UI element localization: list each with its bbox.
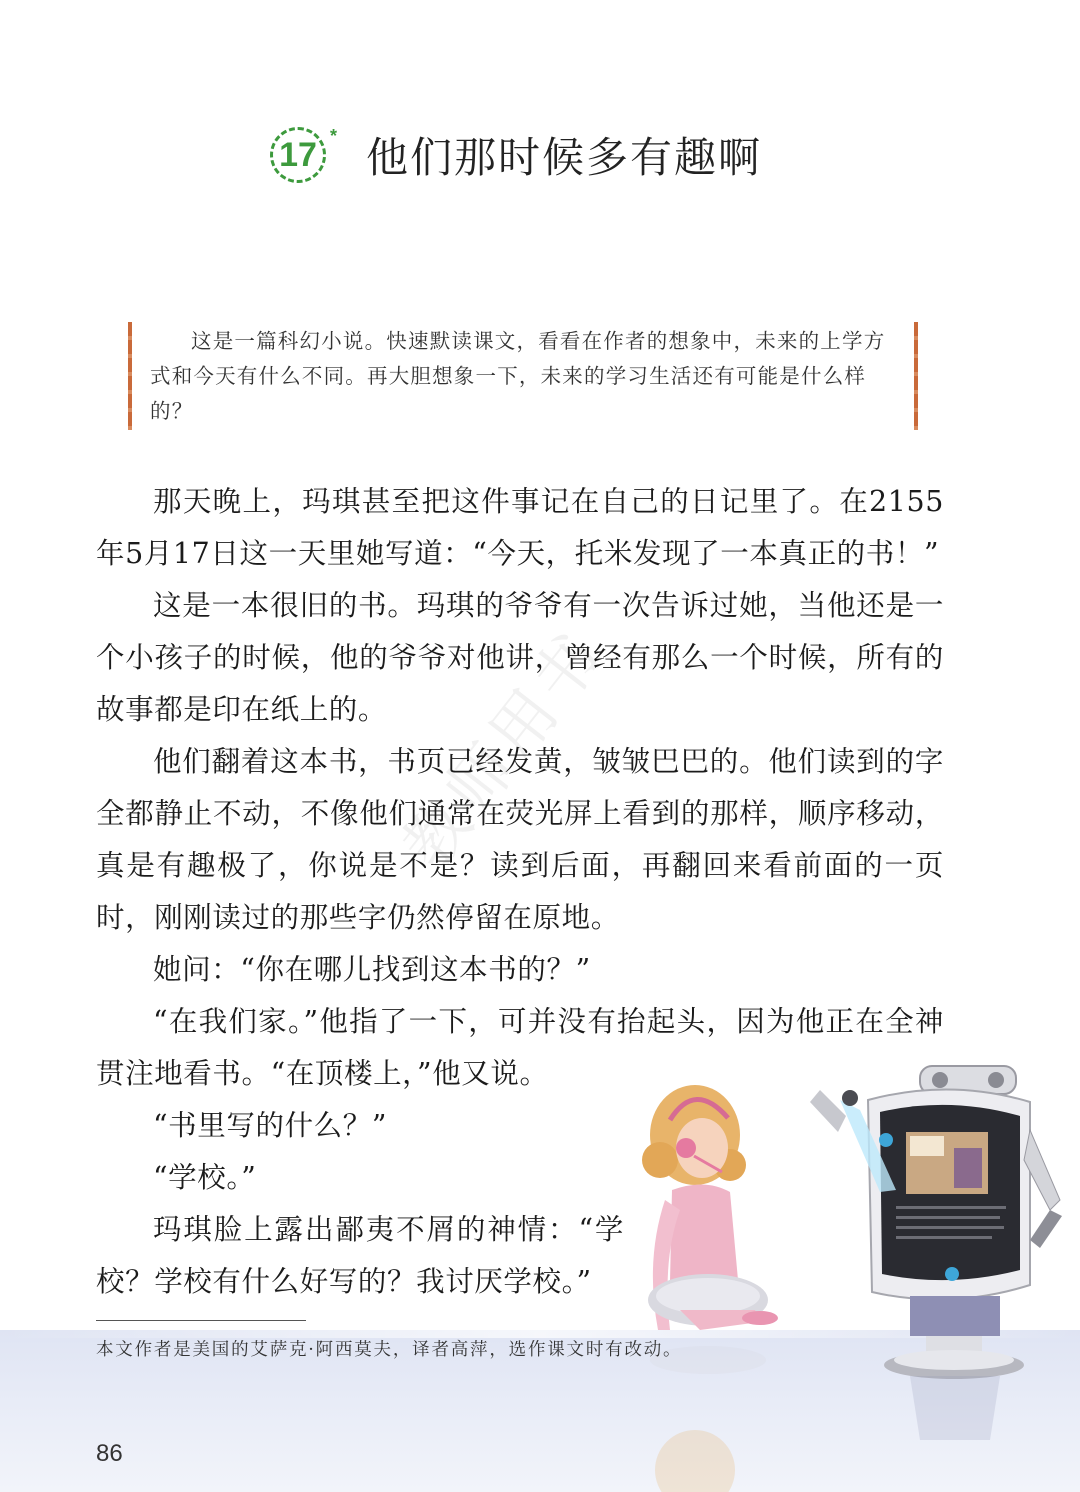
- reading-prompt-text: 这是一篇科幻小说。快速默读课文，看看在作者的想象中，未来的上学方式和今天有什么不同。再大胆想象一下，未来的学习生活还有可能是什么样的？: [150, 329, 886, 423]
- paragraph: 他们翻着这本书，书页已经发黄，皱皱巴巴的。他们读到的字全都静止不动，不像他们通常在荧光屏上看到的那样，顺序移动，真是有趣极了，你说是不是？读到后面，再翻回来看前面的一页时，刚刚读过的那些字仍然停留在原地。: [96, 745, 944, 934]
- footnote-divider: [96, 1320, 306, 1321]
- prompt-left-bar: [128, 322, 132, 430]
- page-number: 86: [96, 1440, 123, 1467]
- paragraph: 这是一本很旧的书。玛琪的爷爷有一次告诉过她，当他还是一个小孩子的时候，他的爷爷对他讲，曾经有那么一个时候，所有的故事都是印在纸上的。: [96, 589, 944, 726]
- lesson-header: [270, 120, 762, 190]
- self-study-marker: *: [329, 126, 337, 146]
- lesson-number-badge: [270, 126, 337, 183]
- illustration: [610, 1060, 1080, 1492]
- robot-teacher-icon: [810, 1066, 1062, 1440]
- footnote: 本文作者是美国的艾萨克·阿西莫夫，译者高萍，选作课文时有改动。: [96, 1340, 683, 1360]
- lesson-title: 他们那时候多有趣啊: [366, 133, 763, 182]
- paragraph: “在我们家。”他指了一下，可并没有抬起头，因为他正在全神贯注地看书。“在顶楼上，”他又说。: [96, 1005, 944, 1090]
- paragraph: “学校。”: [153, 1161, 257, 1194]
- paragraph: 她问：“你在哪儿找到这本书的？”: [153, 953, 591, 986]
- reading-prompt-box: [128, 322, 918, 430]
- girl-with-headphones-icon: [642, 1085, 778, 1492]
- paragraph: 玛琪脸上露出鄙夷不屑的神情：“学校？学校有什么好写的？我讨厌学校。”: [96, 1213, 624, 1298]
- paragraph: 那天晚上，玛琪甚至把这件事记在自己的日记里了。在2155年5月17日这一天里她写道：“今天，托米发现了一本真正的书！”: [96, 485, 944, 570]
- watermark: 教师用书: [389, 616, 621, 883]
- prompt-right-bar: [914, 322, 918, 430]
- paragraph: “书里写的什么？”: [153, 1109, 388, 1142]
- lesson-number: 17: [279, 135, 317, 174]
